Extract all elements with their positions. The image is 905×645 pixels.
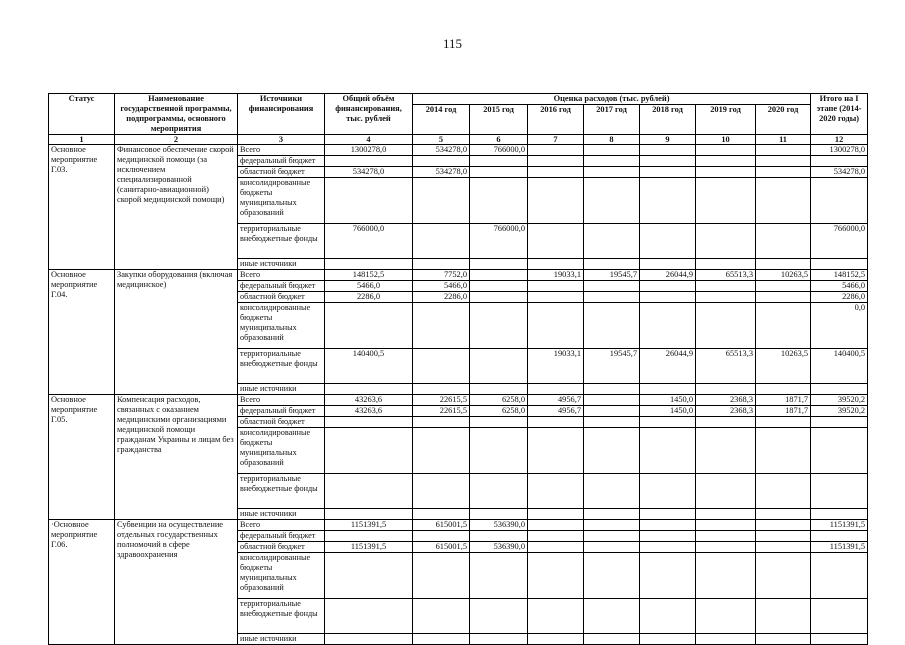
total-volume-cell: [325, 384, 413, 395]
year-value-cell: [528, 384, 584, 395]
year-value-cell: [470, 634, 528, 645]
year-value-cell: 19545,7: [584, 270, 640, 281]
year-value-cell: [696, 145, 756, 156]
year-value-cell: [528, 520, 584, 531]
column-number: 3: [238, 135, 325, 145]
year-value-cell: [640, 167, 696, 178]
year-value-cell: [696, 259, 756, 270]
funding-source-cell: Всего: [238, 395, 325, 406]
year-value-cell: [470, 156, 528, 167]
result-cell: 2286,0: [811, 292, 868, 303]
year-value-cell: [640, 259, 696, 270]
year-value-cell: [470, 553, 528, 599]
year-value-cell: 2368,3: [696, 406, 756, 417]
year-value-cell: [696, 417, 756, 428]
column-number: 8: [584, 135, 640, 145]
year-value-cell: [756, 156, 811, 167]
year-value-cell: [756, 281, 811, 292]
table-body: [49, 145, 868, 645]
year-value-cell: 534278,0: [413, 145, 470, 156]
column-number-row: [49, 135, 868, 145]
year-value-cell: [696, 542, 756, 553]
header-year: 2016 год: [528, 105, 584, 135]
year-value-cell: [470, 474, 528, 509]
year-value-cell: [413, 224, 470, 259]
year-value-cell: [470, 349, 528, 384]
year-value-cell: [584, 384, 640, 395]
result-cell: 39520,2: [811, 395, 868, 406]
year-value-cell: [413, 417, 470, 428]
year-value-cell: [584, 395, 640, 406]
year-value-cell: [640, 292, 696, 303]
total-volume-cell: [325, 553, 413, 599]
year-value-cell: [640, 599, 696, 634]
year-value-cell: [528, 224, 584, 259]
result-cell: 766000,0: [811, 224, 868, 259]
column-number: 1: [49, 135, 115, 145]
year-value-cell: [696, 428, 756, 474]
year-value-cell: [528, 417, 584, 428]
year-value-cell: 2368,3: [696, 395, 756, 406]
year-value-cell: 22615,5: [413, 406, 470, 417]
result-cell: [811, 634, 868, 645]
table-header: [49, 94, 868, 145]
year-value-cell: [696, 224, 756, 259]
result-cell: 534278,0: [811, 167, 868, 178]
year-value-cell: [640, 156, 696, 167]
year-value-cell: [696, 156, 756, 167]
header-year: 2017 год: [584, 105, 640, 135]
funding-source-cell: федеральный бюджет: [238, 406, 325, 417]
result-cell: 0,0: [811, 303, 868, 349]
year-value-cell: [756, 417, 811, 428]
funding-source-cell: консолидированные бюджеты муниципальных образований: [238, 178, 325, 224]
year-value-cell: 615001,5: [413, 542, 470, 553]
year-value-cell: 536390,0: [470, 520, 528, 531]
year-value-cell: [584, 553, 640, 599]
year-value-cell: [470, 259, 528, 270]
column-number: 9: [640, 135, 696, 145]
year-value-cell: [640, 281, 696, 292]
funding-source-cell: областной бюджет: [238, 417, 325, 428]
year-value-cell: [640, 634, 696, 645]
year-value-cell: [584, 531, 640, 542]
total-volume-cell: [325, 178, 413, 224]
year-value-cell: [528, 145, 584, 156]
funding-source-cell: Всего: [238, 520, 325, 531]
year-value-cell: 22615,5: [413, 395, 470, 406]
total-volume-cell: 1151391,5: [325, 520, 413, 531]
year-value-cell: [413, 428, 470, 474]
year-value-cell: [584, 224, 640, 259]
year-value-cell: 26044,9: [640, 349, 696, 384]
year-value-cell: [696, 167, 756, 178]
year-value-cell: [413, 384, 470, 395]
year-value-cell: [413, 349, 470, 384]
year-value-cell: [640, 417, 696, 428]
measure-name-cell: Финансовое обеспечение скорой медицинской помощи (за исключением специализированной (санитарно-авиационной) скорой медицинской помощи): [115, 145, 238, 270]
result-cell: [811, 384, 868, 395]
funding-source-cell: областной бюджет: [238, 167, 325, 178]
year-value-cell: [584, 281, 640, 292]
year-value-cell: [756, 303, 811, 349]
year-value-cell: [584, 156, 640, 167]
table-row: [49, 520, 868, 531]
year-value-cell: [640, 178, 696, 224]
year-value-cell: [413, 156, 470, 167]
total-volume-cell: 766000,0: [325, 224, 413, 259]
year-value-cell: [696, 531, 756, 542]
year-value-cell: [528, 167, 584, 178]
year-value-cell: [528, 634, 584, 645]
year-value-cell: [528, 509, 584, 520]
year-value-cell: [756, 509, 811, 520]
column-number: 10: [696, 135, 756, 145]
year-value-cell: [584, 292, 640, 303]
total-volume-cell: 5466,0: [325, 281, 413, 292]
year-value-cell: 19545,7: [584, 349, 640, 384]
total-volume-cell: [325, 303, 413, 349]
year-value-cell: [584, 167, 640, 178]
result-cell: [811, 599, 868, 634]
year-value-cell: [696, 292, 756, 303]
header-name: Наименование государственной программы, подпрограммы, основного мероприятия: [115, 94, 238, 135]
funding-source-cell: федеральный бюджет: [238, 531, 325, 542]
funding-source-cell: консолидированные бюджеты муниципальных образований: [238, 553, 325, 599]
year-value-cell: [756, 259, 811, 270]
year-value-cell: [413, 599, 470, 634]
year-value-cell: [528, 428, 584, 474]
year-value-cell: [470, 281, 528, 292]
year-value-cell: [584, 417, 640, 428]
year-value-cell: [584, 303, 640, 349]
year-value-cell: [640, 520, 696, 531]
year-value-cell: [756, 145, 811, 156]
year-value-cell: 10263,5: [756, 270, 811, 281]
year-value-cell: [584, 178, 640, 224]
year-value-cell: [640, 384, 696, 395]
total-volume-cell: [325, 634, 413, 645]
year-value-cell: 1871,7: [756, 406, 811, 417]
year-value-cell: [584, 259, 640, 270]
total-volume-cell: 1300278,0: [325, 145, 413, 156]
year-value-cell: [640, 531, 696, 542]
header-year: 2015 год: [470, 105, 528, 135]
year-value-cell: [584, 634, 640, 645]
year-value-cell: [696, 384, 756, 395]
funding-source-cell: консолидированные бюджеты муниципальных образований: [238, 428, 325, 474]
year-value-cell: [756, 178, 811, 224]
column-number: 12: [811, 135, 868, 145]
year-value-cell: 766000,0: [470, 224, 528, 259]
year-value-cell: 4956,7: [528, 406, 584, 417]
funding-source-cell: Всего: [238, 270, 325, 281]
total-volume-cell: 148152,5: [325, 270, 413, 281]
column-number: 5: [413, 135, 470, 145]
year-value-cell: [756, 531, 811, 542]
year-value-cell: 65513,3: [696, 270, 756, 281]
budget-table: [48, 93, 868, 645]
year-value-cell: [470, 292, 528, 303]
result-cell: 39520,2: [811, 406, 868, 417]
header-year: 2018 год: [640, 105, 696, 135]
year-value-cell: [756, 292, 811, 303]
year-value-cell: [696, 303, 756, 349]
year-value-cell: 19033,1: [528, 349, 584, 384]
year-value-cell: 4956,7: [528, 395, 584, 406]
year-value-cell: [696, 634, 756, 645]
year-value-cell: [640, 553, 696, 599]
year-value-cell: [528, 531, 584, 542]
funding-source-cell: федеральный бюджет: [238, 156, 325, 167]
year-value-cell: [696, 553, 756, 599]
year-value-cell: [413, 634, 470, 645]
total-volume-cell: [325, 428, 413, 474]
total-volume-cell: 534278,0: [325, 167, 413, 178]
funding-source-cell: территориальные внебюджетные фонды: [238, 349, 325, 384]
measure-name-cell: Компенсация расходов, связанных с оказанием медицинскими организациями медицинской помощи гражданам Украины и лицам без гражданства: [115, 395, 238, 520]
year-value-cell: [696, 520, 756, 531]
year-value-cell: [528, 292, 584, 303]
year-value-cell: [640, 145, 696, 156]
year-value-cell: 1450,0: [640, 395, 696, 406]
table-row: [49, 395, 868, 406]
year-value-cell: [528, 156, 584, 167]
result-cell: 140400,5: [811, 349, 868, 384]
year-value-cell: 65513,3: [696, 349, 756, 384]
table-row: [49, 270, 868, 281]
year-value-cell: [696, 474, 756, 509]
year-value-cell: 1450,0: [640, 406, 696, 417]
total-volume-cell: [325, 474, 413, 509]
year-value-cell: [640, 474, 696, 509]
funding-source-cell: иные источники: [238, 509, 325, 520]
result-cell: 1300278,0: [811, 145, 868, 156]
total-volume-cell: [325, 259, 413, 270]
column-number: 11: [756, 135, 811, 145]
year-value-cell: 1871,7: [756, 395, 811, 406]
year-value-cell: 10263,5: [756, 349, 811, 384]
total-volume-cell: [325, 417, 413, 428]
year-value-cell: [413, 178, 470, 224]
total-volume-cell: 2286,0: [325, 292, 413, 303]
year-value-cell: 766000,0: [470, 145, 528, 156]
status-cell: Основное мероприятие Г.04.: [49, 270, 115, 395]
status-cell: ·Основное мероприятие Г.06.: [49, 520, 115, 645]
year-value-cell: [584, 509, 640, 520]
total-volume-cell: [325, 509, 413, 520]
column-number: 7: [528, 135, 584, 145]
year-value-cell: [756, 542, 811, 553]
year-value-cell: [584, 428, 640, 474]
header-sources: Источники финансирования: [238, 94, 325, 135]
year-value-cell: [640, 542, 696, 553]
column-number: 2: [115, 135, 238, 145]
funding-source-cell: иные источники: [238, 259, 325, 270]
year-value-cell: 6258,0: [470, 395, 528, 406]
total-volume-cell: 1151391,5: [325, 542, 413, 553]
year-value-cell: [640, 509, 696, 520]
year-value-cell: [528, 281, 584, 292]
year-value-cell: [470, 531, 528, 542]
result-cell: [811, 531, 868, 542]
measure-name-cell: Закупки оборудования (включая медицинское): [115, 270, 238, 395]
year-value-cell: [470, 384, 528, 395]
year-value-cell: [640, 303, 696, 349]
year-value-cell: [756, 428, 811, 474]
year-value-cell: [756, 474, 811, 509]
result-cell: [811, 178, 868, 224]
year-value-cell: 2286,0: [413, 292, 470, 303]
year-value-cell: [413, 259, 470, 270]
year-value-cell: [470, 303, 528, 349]
year-value-cell: [528, 178, 584, 224]
result-cell: 1151391,5: [811, 542, 868, 553]
column-number: 4: [325, 135, 413, 145]
funding-source-cell: иные источники: [238, 384, 325, 395]
year-value-cell: 6258,0: [470, 406, 528, 417]
table-row: [49, 145, 868, 156]
funding-source-cell: территориальные внебюджетные фонды: [238, 599, 325, 634]
year-value-cell: [470, 167, 528, 178]
total-volume-cell: 43263,6: [325, 406, 413, 417]
status-cell: Основное мероприятие Г.03.: [49, 145, 115, 270]
year-value-cell: [756, 553, 811, 599]
year-value-cell: [696, 178, 756, 224]
funding-source-cell: территориальные внебюджетные фонды: [238, 224, 325, 259]
year-value-cell: [640, 428, 696, 474]
year-value-cell: [756, 167, 811, 178]
year-value-cell: [584, 599, 640, 634]
funding-source-cell: федеральный бюджет: [238, 281, 325, 292]
result-cell: [811, 474, 868, 509]
result-cell: 1151391,5: [811, 520, 868, 531]
year-value-cell: 7752,0: [413, 270, 470, 281]
total-volume-cell: [325, 531, 413, 542]
result-cell: 5466,0: [811, 281, 868, 292]
year-value-cell: [756, 599, 811, 634]
year-value-cell: [470, 178, 528, 224]
year-value-cell: [584, 474, 640, 509]
year-value-cell: [528, 259, 584, 270]
year-value-cell: [584, 542, 640, 553]
year-value-cell: 534278,0: [413, 167, 470, 178]
funding-source-cell: иные источники: [238, 634, 325, 645]
year-value-cell: [528, 303, 584, 349]
year-value-cell: [696, 599, 756, 634]
header-result: Итого на I этапе (2014-2020 годы): [811, 94, 868, 135]
page-number: 115: [442, 36, 463, 51]
status-cell: Основное мероприятие Г.05.: [49, 395, 115, 520]
result-cell: [811, 553, 868, 599]
year-value-cell: [584, 145, 640, 156]
year-value-cell: [756, 224, 811, 259]
year-value-cell: [528, 553, 584, 599]
result-cell: [811, 428, 868, 474]
year-value-cell: 536390,0: [470, 542, 528, 553]
result-cell: [811, 417, 868, 428]
total-volume-cell: [325, 599, 413, 634]
header-estimate: Оценка расходов (тыс. рублей): [413, 94, 811, 105]
year-value-cell: [756, 520, 811, 531]
result-cell: 148152,5: [811, 270, 868, 281]
year-value-cell: [470, 428, 528, 474]
year-value-cell: [470, 509, 528, 520]
header-total-volume: Общий объём финансирования, тыс. рублей: [325, 94, 413, 135]
year-value-cell: [696, 509, 756, 520]
year-value-cell: [413, 474, 470, 509]
year-value-cell: 5466,0: [413, 281, 470, 292]
year-value-cell: 26044,9: [640, 270, 696, 281]
year-value-cell: [584, 406, 640, 417]
total-volume-cell: 43263,6: [325, 395, 413, 406]
year-value-cell: [470, 270, 528, 281]
total-volume-cell: 140400,5: [325, 349, 413, 384]
total-volume-cell: [325, 156, 413, 167]
year-value-cell: [528, 474, 584, 509]
year-value-cell: [413, 509, 470, 520]
year-value-cell: [528, 542, 584, 553]
year-value-cell: [756, 634, 811, 645]
year-value-cell: 615001,5: [413, 520, 470, 531]
year-value-cell: [413, 303, 470, 349]
result-cell: [811, 509, 868, 520]
year-value-cell: [756, 384, 811, 395]
year-value-cell: [528, 599, 584, 634]
measure-name-cell: Субвенции на осуществление отдельных государственных полномочий в сфере здравоохранения: [115, 520, 238, 645]
year-value-cell: [413, 553, 470, 599]
year-value-cell: [584, 520, 640, 531]
header-status: Статус: [49, 94, 115, 135]
year-value-cell: [470, 417, 528, 428]
year-value-cell: [640, 224, 696, 259]
column-number: 6: [470, 135, 528, 145]
funding-source-cell: областной бюджет: [238, 292, 325, 303]
header-year: 2019 год: [696, 105, 756, 135]
year-value-cell: [470, 599, 528, 634]
year-value-cell: 19033,1: [528, 270, 584, 281]
header-year: 2014 год: [413, 105, 470, 135]
year-value-cell: [413, 531, 470, 542]
funding-source-cell: областной бюджет: [238, 542, 325, 553]
funding-source-cell: консолидированные бюджеты муниципальных образований: [238, 303, 325, 349]
funding-source-cell: территориальные внебюджетные фонды: [238, 474, 325, 509]
year-value-cell: [696, 281, 756, 292]
result-cell: [811, 259, 868, 270]
header-year: 2020 год: [756, 105, 811, 135]
funding-source-cell: Всего: [238, 145, 325, 156]
result-cell: [811, 156, 868, 167]
